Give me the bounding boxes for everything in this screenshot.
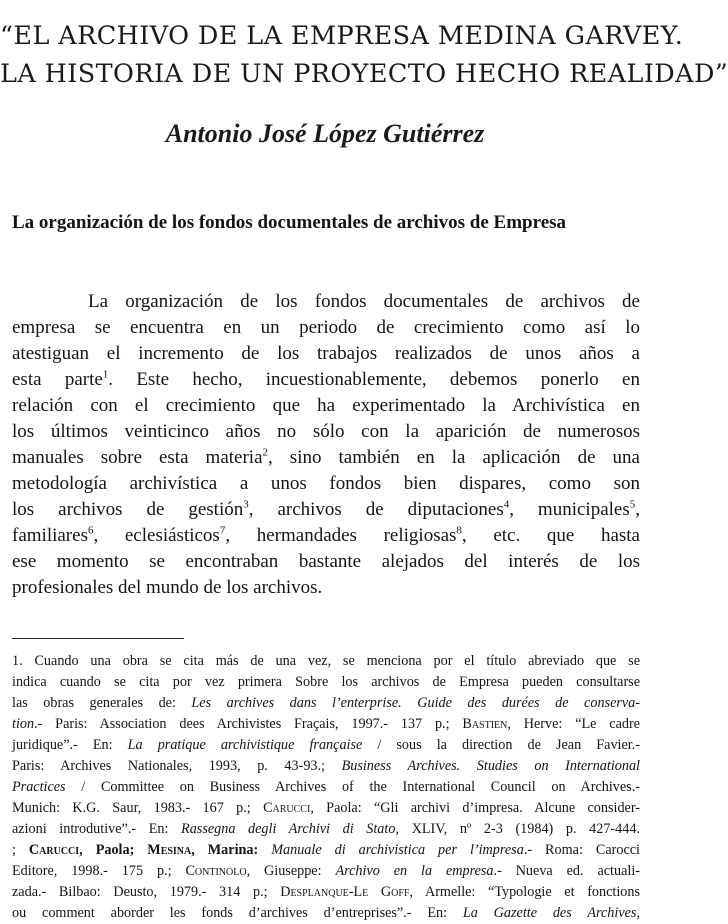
cited-title: Manuale di archivistica per l’impresa	[271, 842, 524, 858]
footnote-text: ,	[636, 905, 640, 921]
cited-title: Archivo en la empresa	[335, 863, 494, 879]
body-text: , municipales	[509, 499, 630, 520]
body-line: La organización de los fondos documentales de archivos de	[88, 291, 640, 312]
body-text: ,	[635, 499, 640, 520]
footnote-text: Munich: K.G. Saur, 1983.- 167 p.;	[12, 800, 264, 816]
footnote-text: Editore, 1998.- 175 p.;	[12, 863, 186, 879]
footnote-text: ;	[12, 842, 29, 858]
footnote-line: indica cuando se cita por vez primera Sobre los archivos de Empresa pueden consultarse	[12, 674, 640, 690]
author-surname: Continolo	[185, 863, 247, 879]
cited-title: Rassegna degli Archivi di Stato	[181, 821, 396, 837]
body-line: los últimos veinticinco años no sólo con la aparición de numerosos	[12, 421, 640, 442]
footnote-line	[12, 840, 640, 861]
section-heading: La organización de los fondos documentales de archivos de Empresa	[12, 212, 567, 233]
footnote-text: , Herve: “Le cadre	[507, 716, 640, 732]
cited-title: Business Archives. Studies on International	[341, 758, 640, 774]
body-line: ese momento se encontraban bastante alejados del interés de los	[12, 551, 640, 572]
body-text: , etc. que hasta	[461, 525, 640, 546]
body-text: familiares	[12, 525, 88, 546]
footnote-line	[12, 714, 640, 735]
body-line	[12, 445, 640, 471]
footnote-line	[12, 777, 640, 798]
footnote-text: , Marina:	[191, 842, 272, 858]
body-text: . Este hecho, incuestionablemente, debemos ponerlo en	[108, 369, 640, 390]
body-line: profesionales del mundo de los archivos.	[12, 577, 323, 598]
footnote-text: / sous la direction de Jean Favier.-	[362, 737, 640, 753]
body-line	[12, 367, 640, 393]
cited-title: Practices	[12, 779, 66, 795]
cited-title: Les archives dans l’enterprise. Guide des durées de conserva-	[191, 695, 640, 711]
author-surname: Carucci	[28, 842, 80, 858]
footnote-text: .- Paris: Association dees Archivistes Fraçais, 1997.- 137 p.;	[34, 716, 463, 732]
footnote-text: , XLIV, nº 2-3 (1984) p. 427-444.	[395, 821, 640, 837]
body-line	[12, 523, 640, 549]
footnote-line	[12, 861, 640, 882]
footnote-text: , Giuseppe:	[246, 863, 336, 879]
footnote-line	[12, 819, 640, 840]
footnote-line	[12, 756, 640, 777]
footnote-line	[12, 903, 640, 924]
body-line: empresa se encuentra en un periodo de crecimiento como así lo	[12, 317, 640, 338]
footnote-text: , Armelle: “Typologie et fonctions	[409, 884, 640, 900]
footnote-text: las obras generales de:	[12, 695, 192, 711]
footnote-line: 1. Cuando una obra se cita más de una vez, se menciona por el título abreviado que se	[12, 653, 640, 669]
footnote-text: azioni introdutive”.- En:	[12, 821, 182, 837]
footnote-text: , Paola;	[79, 842, 148, 858]
body-line: atestiguan el incremento de los trabajos realizados de unos años a	[12, 343, 640, 364]
article-title-line-2: LA HISTORIA DE UN PROYECTO HECHO REALIDAD”	[0, 59, 728, 89]
footnote-ref: 4	[503, 498, 510, 511]
footnote-text: juridique”.- En:	[12, 737, 128, 753]
body-text: esta parte	[12, 369, 103, 390]
body-text: los archivos de gestión	[12, 499, 244, 520]
footnote-ref: 1	[102, 368, 109, 381]
cited-title: La Gazette des Archives	[462, 905, 637, 921]
footnote-text: .- Roma: Carocci	[523, 842, 640, 858]
footnote-ref: 3	[243, 498, 249, 511]
footnote-text: .- Nueva ed. actuali-	[493, 863, 640, 879]
footnote-text: zada.- Bilbao: Deusto, 1979.- 314 p.;	[12, 884, 281, 900]
footnote-text: Paris: Archives Nationales, 1993, p. 43-93.;	[12, 758, 342, 774]
body-line: relación con el crecimiento que ha experimentado la Archivística en	[12, 395, 640, 416]
footnote-separator	[12, 638, 184, 639]
body-text: , archivos de diputaciones	[248, 499, 504, 520]
body-text: , sino también en la aplicación de una	[268, 447, 640, 468]
article-title-line-1: “EL ARCHIVO DE LA EMPRESA MEDINA GARVEY.	[0, 21, 684, 51]
footnote-line	[12, 693, 640, 714]
footnote-ref: 2	[262, 446, 269, 459]
body-text: , hermandades religiosas	[225, 525, 457, 546]
cited-title: La pratique archivistique française	[127, 737, 363, 753]
footnote-ref: 5	[629, 498, 636, 511]
footnote-text: , Paola: “Gli archivi d’impresa. Alcune consider-	[310, 800, 641, 816]
author-surname: Bastien	[462, 716, 508, 732]
footnote-ref: 7	[219, 524, 226, 537]
footnote-ref: 8	[456, 524, 462, 537]
author-name: Antonio José López Gutiérrez	[165, 119, 485, 148]
footnote-line	[12, 882, 640, 903]
footnote-line	[12, 798, 640, 819]
footnote-text: ou comment aborder les fonds d’archives d’entreprises”.- En:	[12, 905, 463, 921]
body-line	[12, 497, 640, 523]
footnote-text: / Committee on Business Archives of the International Council on Archives.-	[65, 779, 640, 795]
cited-title: tion	[12, 716, 35, 732]
body-text: , eclesiásticos	[93, 525, 220, 546]
author-surname: Mesina	[147, 842, 192, 858]
author-surname: Desplanque-Le Goff	[280, 884, 410, 900]
footnote-line	[12, 735, 640, 756]
body-line: metodología archivística a unos fondos bien dispares, como son	[12, 473, 640, 494]
body-text: manuales sobre esta materia	[12, 447, 263, 468]
footnote-ref: 6	[87, 524, 94, 537]
author-surname: Carucci	[263, 800, 311, 816]
